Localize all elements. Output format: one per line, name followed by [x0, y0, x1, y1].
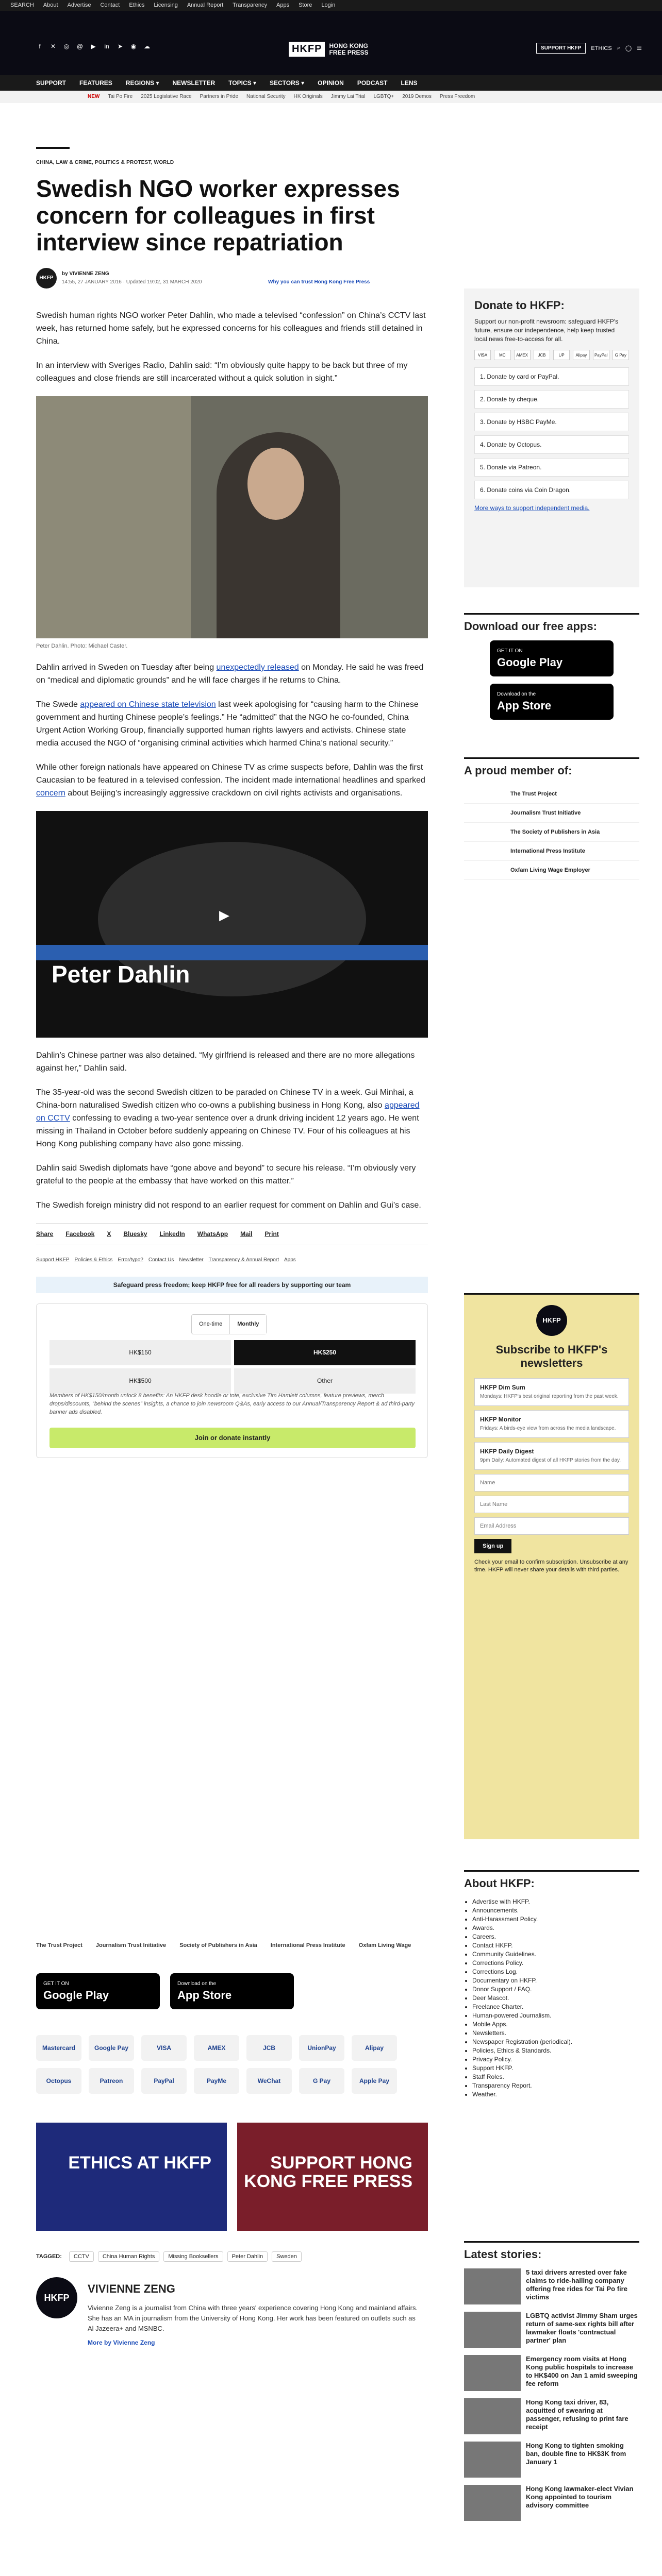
latest-sidebar — [464, 2241, 639, 2528]
more-by-author-link[interactable]: More by Vivienne Zeng — [88, 2339, 155, 2346]
share-bar — [36, 1223, 428, 1245]
card-icon: AMEX — [514, 350, 531, 360]
topbar-link[interactable]: Transparency — [233, 2, 267, 8]
payment-logo: G Pay — [299, 2068, 344, 2094]
rss-icon[interactable]: ◉ — [130, 43, 137, 50]
nav-item[interactable]: TOPICS ▾ — [228, 79, 256, 87]
tag-chip[interactable]: Missing Booksellers — [163, 2251, 223, 2262]
payment-logo: JCB — [246, 2035, 292, 2061]
amount-option[interactable]: Other — [234, 1368, 416, 1394]
footer-link[interactable]: Apps — [284, 1257, 296, 1263]
article-body — [36, 309, 428, 1458]
menu-icon[interactable]: ☰ — [637, 45, 642, 52]
paragraph: The 35-year-old was the second Swedish citizen to be paraded on Chinese TV in a week. Gui Minhai, a China-born naturalised Swedish citizen who co-owns a publishing business in Hong Kong, also appeared on CCTV confessing to evading a two-year sentence over a drunk driving incident 12 years ago. He went missing in Thailand in October before suddenly appearing on Chinese TV. Four of his colleagues at his Hong Kong publishing company have also gone missing. — [36, 1088, 420, 1148]
about-link[interactable]: • Corrections Log. — [472, 1968, 639, 1976]
about-link[interactable]: • Weather. — [472, 2090, 639, 2099]
payment-logo: VISA — [141, 2035, 187, 2061]
story-thumbnail[interactable] — [464, 2312, 521, 2348]
member-logo[interactable]: International Press Institute — [464, 842, 639, 861]
youtube-icon[interactable]: ▶ — [91, 43, 96, 50]
partner-logo[interactable]: Oxfam Living Wage — [358, 1942, 411, 1948]
inline-link[interactable]: appeared on CCTV — [36, 1101, 420, 1123]
story-thumbnail[interactable] — [464, 2355, 521, 2391]
story-headline[interactable]: Emergency room visits at Hong Kong public hospitals to increase to HK$400 on Jan 1 amid sweeping fee reform — [526, 2355, 638, 2387]
paragraph: The Swede appeared on Chinese state television last week apologising for “causing harm to the Chinese government and hurting Chinese people’s feelings.” He “admitted” that the NGO he co-founded, China Urgent Action Working Group, financially supported human rights lawyers and activists. Chinese state media accused the NGO of “organising criminal activities which harmed China’s national security.” — [36, 700, 419, 748]
donate-option[interactable]: 3. Donate by HSBC PayMe. — [474, 413, 629, 431]
member-logo[interactable]: Oxfam Living Wage Employer — [464, 861, 639, 880]
topbar-link[interactable]: Login — [321, 2, 336, 8]
about-link[interactable]: • Documentary on HKFP. — [472, 1976, 639, 1985]
topbar-link[interactable]: Apps — [276, 2, 290, 8]
paragraph: Dahlin said Swedish diplomats have “gone above and beyond” to secure his release. “I’m obviously very grateful to the people at the embassy that have worked on this matter.” — [36, 1164, 416, 1185]
topbar-link[interactable]: SEARCH — [10, 2, 34, 8]
logo-mark: HKFP — [289, 42, 325, 57]
nav-item[interactable]: SUPPORT — [36, 79, 67, 87]
story-thumbnail[interactable] — [464, 2485, 521, 2521]
newsletter-note: Check your email to confirm subscription. Unsubscribe at any time. HKFP will never share your details with third parties. — [474, 1559, 628, 1573]
payment-logo: PayPal — [141, 2068, 187, 2094]
donate-banner[interactable]: Safeguard press freedom; keep HKFP free for all readers by supporting our team — [36, 1277, 428, 1293]
payment-logo: AMEX — [194, 2035, 239, 2061]
about-link[interactable]: • Human-powered Journalism. — [472, 2011, 639, 2020]
nav-item[interactable]: LENS — [401, 79, 418, 87]
share-link[interactable]: LinkedIn — [159, 1230, 185, 1238]
social-links — [36, 43, 151, 50]
donate-option[interactable]: 5. Donate via Patreon. — [474, 458, 629, 477]
story-headline[interactable]: LGBTQ activist Jimmy Sham urges return of same-sex rights bill after lawmaker floats 'contractual partner' plan — [526, 2312, 638, 2344]
partner-logo[interactable]: The Trust Project — [36, 1942, 82, 1948]
logo-text: HONG KONG FREE PRESS — [329, 42, 369, 56]
footer-link[interactable]: Policies & Ethics — [74, 1257, 113, 1263]
newsletter-desc: Fridays: A birds-eye view from across the media landscape. — [480, 1426, 616, 1431]
story-headline[interactable]: Hong Kong taxi driver, 83, acquitted of swearing at passenger, refusing to print fare receipt — [526, 2398, 628, 2431]
newsletter-name: HKFP Monitor — [480, 1416, 521, 1423]
about-link[interactable]: • Staff Roles. — [472, 2073, 639, 2081]
paragraph: Dahlin’s Chinese partner was also detained. “My girlfriend is released and there are no more allegations against her,” Dahlin said. — [36, 1051, 415, 1073]
story-item[interactable] — [464, 2312, 639, 2348]
facebook-icon[interactable]: f — [39, 43, 41, 50]
card-icon: JCB — [534, 350, 550, 360]
inline-link[interactable]: appeared on Chinese state television — [80, 700, 216, 709]
author-name[interactable]: VIVIENNE ZENG — [88, 2282, 175, 2295]
app-store-badge[interactable]: Download on the App Store — [170, 1973, 294, 2009]
topbar-link[interactable]: Contact — [100, 2, 120, 8]
story-headline[interactable]: Hong Kong to tighten smoking ban, double fine to HK$3K from January 1 — [526, 2442, 626, 2466]
share-link[interactable]: WhatsApp — [197, 1230, 228, 1238]
main-nav-items — [36, 79, 418, 87]
member-logo[interactable]: The Society of Publishers in Asia — [464, 823, 639, 842]
article-photo — [36, 396, 428, 638]
nav-item[interactable]: PODCAST — [357, 79, 388, 87]
payment-logo: Patreon — [89, 2068, 134, 2094]
member-logo[interactable]: The Trust Project — [464, 785, 639, 804]
newsletter-form — [474, 1474, 629, 1535]
about-link[interactable]: • Corrections Policy. — [472, 1959, 639, 1968]
promo-videos — [36, 2123, 428, 2231]
ethics-link[interactable]: ETHICS — [591, 45, 612, 52]
article-categories[interactable]: CHINA, LAW & CRIME, POLITICS & PROTEST, WORLD — [36, 160, 174, 165]
inline-link[interactable]: concern — [36, 789, 65, 798]
topbar-link[interactable]: About — [43, 2, 58, 8]
share-link[interactable]: Bluesky — [123, 1230, 147, 1238]
app-store-badge[interactable]: Download on the App Store — [490, 684, 614, 720]
instagram-icon[interactable]: ◎ — [63, 43, 70, 50]
newsletter-options — [474, 1378, 629, 1470]
inline-link[interactable]: unexpectedly released — [216, 663, 299, 672]
topbar-link[interactable]: Licensing — [154, 2, 178, 8]
newsletter-heading: Subscribe to HKFP's newsletters — [495, 1343, 608, 1369]
nav-item[interactable]: OPINION — [318, 79, 344, 87]
author-bio: Vivienne Zeng is a journalist from China with three years' experience covering Hong Kong and mainland affairs. She has an MA in journalism from the University of Hong Kong. Her work has been featured on outlets such as Al Jazeera+ and MSNBC. — [88, 2304, 418, 2332]
story-thumbnail[interactable] — [464, 2442, 521, 2478]
story-item[interactable] — [464, 2485, 639, 2521]
donate-heading: Donate to HKFP: — [474, 299, 565, 312]
user-icon[interactable]: ◯ — [625, 45, 632, 52]
about-link[interactable]: • Donor Support / FAQ. — [472, 1985, 639, 1994]
nav-item[interactable]: SECTORS ▾ — [269, 79, 305, 87]
payment-logo: Alipay — [352, 2035, 397, 2061]
ethics-video[interactable]: ETHICS AT HKFP — [36, 2123, 227, 2231]
card-icon: PayPal — [593, 350, 609, 360]
about-link[interactable]: • Mobile Apps. — [472, 2020, 639, 2029]
trending-link[interactable]: HK Originals — [293, 94, 323, 99]
join-donate-button[interactable]: Join or donate instantly — [49, 1428, 416, 1448]
payment-logo: Google Pay — [89, 2035, 134, 2061]
topbar-link[interactable]: Advertise — [67, 2, 91, 8]
tag-chip[interactable]: China Human Rights — [98, 2251, 160, 2262]
newsletter-checkbox[interactable] — [474, 1378, 629, 1406]
amount-option[interactable]: HK$500 — [49, 1368, 231, 1394]
title-rule — [36, 147, 70, 149]
newsletter-name: HKFP Dim Sum — [480, 1384, 525, 1391]
google-play-badge[interactable]: GET IT ON Google Play — [36, 1973, 160, 2009]
trending-link[interactable]: Jimmy Lai Trial — [330, 94, 366, 99]
main-nav — [0, 75, 662, 91]
member-benefits: Members of HK$150/month unlock 8 benefits: An HKFP desk hoodie or tote, exclusive Tim Hamlett columns, feature previews, merch drops/discounts, “behind the scenes” insights, a chance to join newsroom Q&As, early access to our Annual/Transparency Report & ad third-party banner ads disabled. — [49, 1393, 415, 1415]
share-link[interactable]: Share — [36, 1230, 54, 1238]
donate-options — [474, 367, 629, 499]
site-header — [0, 11, 662, 75]
newsletter-desc: 9pm Daily: Automated digest of all HKFP stories from the day. — [480, 1458, 621, 1463]
latest-stories — [464, 2268, 639, 2521]
card-icon: VISA — [474, 350, 491, 360]
about-link[interactable]: • Privacy Policy. — [472, 2055, 639, 2064]
donate-widget — [36, 1303, 428, 1458]
newsletter-field[interactable]: Email Address — [474, 1517, 629, 1535]
story-item[interactable] — [464, 2268, 639, 2304]
payment-logo: Mastercard — [36, 2035, 81, 2061]
trending-link[interactable]: Partners in Pride — [200, 94, 239, 99]
trending-link[interactable]: National Security — [246, 94, 286, 99]
about-links — [464, 1897, 639, 2099]
footer-link[interactable]: Error/typo? — [118, 1257, 143, 1263]
story-item[interactable] — [464, 2398, 639, 2434]
footer-link[interactable]: Transparency & Annual Report — [208, 1257, 279, 1263]
nav-item[interactable]: FEATURES — [79, 79, 112, 87]
trending-link[interactable]: Tai Po Fire — [108, 94, 133, 99]
about-link[interactable]: • Contact HKFP. — [472, 1941, 639, 1950]
trending-link[interactable]: 2025 Legislative Race — [141, 94, 192, 99]
google-play-badge[interactable]: GET IT ON Google Play — [490, 640, 614, 676]
latest-heading: Latest stories: — [464, 2241, 639, 2261]
story-thumbnail[interactable] — [464, 2268, 521, 2304]
topbar-link[interactable]: Store — [299, 2, 312, 8]
paragraph: Dahlin arrived in Sweden on Tuesday after being unexpectedly released on Monday. He said he was freed on “medical and diplomatic grounds” and he will face charges if he returns to China. — [36, 663, 424, 685]
about-heading: About HKFP: — [464, 1870, 639, 1890]
card-icon: Alipay — [573, 350, 589, 360]
play-icon[interactable]: ▶ — [219, 907, 229, 923]
about-link[interactable]: • Anti-Harassment Policy. — [472, 1915, 639, 1924]
card-icon: MC — [494, 350, 510, 360]
partner-logo[interactable]: Journalism Trust Initiative — [95, 1942, 167, 1948]
site-logo[interactable] — [289, 42, 386, 57]
story-item[interactable] — [464, 2442, 639, 2478]
donate-option[interactable]: 2. Donate by cheque. — [474, 390, 629, 409]
about-link[interactable]: • Deer Mascot. — [472, 1994, 639, 2003]
footer-link[interactable]: Newsletter — [179, 1257, 204, 1263]
trending-link[interactable]: LGBTQ+ — [373, 94, 394, 99]
byline — [36, 268, 428, 291]
trending-link[interactable]: 2019 Demos — [402, 94, 432, 99]
paragraph: The Swedish foreign ministry did not respond to an earlier request for comment on Dahlin and Gui’s case. — [36, 1201, 421, 1210]
tag-chip[interactable]: CCTV — [69, 2251, 94, 2262]
nav-item[interactable]: NEWSLETTER — [172, 79, 216, 87]
share-link[interactable]: Facebook — [65, 1230, 95, 1238]
tagged-label: TAGGED: — [36, 2253, 62, 2260]
newsletter-field[interactable]: Last Name — [474, 1496, 629, 1513]
newsletter-sidebar — [464, 1293, 639, 1839]
story-headline[interactable]: 5 taxi drivers arrested over fake claims to ride-hailing company offering free rides for Tai Po fire victims — [526, 2268, 627, 2301]
partner-logo[interactable]: Society of Publishers in Asia — [179, 1942, 257, 1948]
newsletter-desc: Mondays: HKFP's best original reporting from the past week. — [480, 1394, 619, 1399]
author-avatar[interactable]: HKFP — [36, 268, 57, 289]
support-video[interactable]: SUPPORT HONG KONG FREE PRESS — [237, 2123, 428, 2231]
donate-option[interactable]: 6. Donate coins via Coin Dragon. — [474, 481, 629, 499]
share-link[interactable]: X — [107, 1230, 111, 1238]
tag-chip[interactable]: Peter Dahlin — [227, 2251, 268, 2262]
payment-logo: WeChat — [246, 2068, 292, 2094]
one-time-tab[interactable]: One-time — [199, 1321, 223, 1327]
newsletter-checkbox[interactable] — [474, 1410, 629, 1438]
story-headline[interactable]: Hong Kong lawmaker-elect Vivian Kong appointed to tourism advisory committee — [526, 2485, 634, 2509]
donate-option[interactable]: 1. Donate by card or PayPal. — [474, 367, 629, 386]
amount-options — [49, 1340, 416, 1394]
member-list — [464, 785, 639, 880]
payment-methods — [36, 2035, 428, 2094]
story-thumbnail[interactable] — [464, 2398, 521, 2434]
about-link[interactable]: • Announcements. — [472, 1906, 639, 1915]
top-utility-bar — [0, 0, 662, 11]
topbar-links — [10, 2, 335, 8]
photo-caption: Peter Dahlin. Photo: Michael Caster. — [36, 643, 128, 649]
bluesky-icon[interactable]: ☁ — [144, 43, 150, 50]
member-logos-row — [36, 1942, 411, 1948]
payment-logo: UnionPay — [299, 2035, 344, 2061]
about-link[interactable]: • Newsletters. — [472, 2029, 639, 2038]
apps-heading: Download our free apps: — [464, 613, 639, 633]
newsletter-checkbox[interactable] — [474, 1442, 629, 1470]
amount-option-selected[interactable]: HK$250 — [234, 1340, 416, 1365]
header-actions — [536, 43, 642, 54]
member-heading: A proud member of: — [464, 757, 639, 777]
new-badge: NEW — [88, 94, 100, 99]
video-title: Peter Dahlin — [52, 961, 190, 988]
about-link[interactable]: • Community Guidelines. — [472, 1950, 639, 1959]
donate-option[interactable]: 4. Donate by Octopus. — [474, 435, 629, 454]
article-footer-links — [36, 1253, 428, 1266]
paragraph: While other foreign nationals have appeared on Chinese TV as crime suspects before, Dahlin was the first Caucasian to be featured in a televised confession. The incident made international headlines and sparked concern about Beijing’s increasingly aggressive crackdown on civil rights activists and organisations. — [36, 763, 425, 798]
trending-link[interactable]: Press Freedom — [439, 94, 475, 99]
footer-link[interactable]: Support HKFP — [36, 1257, 70, 1263]
newsletter-field[interactable]: Name — [474, 1474, 629, 1492]
topbar-link[interactable]: Annual Report — [187, 2, 224, 8]
author-avatar-large[interactable]: HKFP — [36, 2277, 77, 2318]
amount-option[interactable]: HK$150 — [49, 1340, 231, 1365]
article-dates: 14:55, 27 JANUARY 2016 · Updated 19:02, 31 MARCH 2020 — [62, 279, 202, 285]
about-link[interactable]: • Freelance Charter. — [472, 2003, 639, 2011]
paragraph: Swedish human rights NGO worker Peter Dahlin, who made a televised “confession” on China’s CCTV last week, has returned home safely, but he expressed concerns for his colleagues and friends still detained in China. — [36, 311, 426, 346]
monthly-tab[interactable]: Monthly — [229, 1315, 266, 1334]
signup-button[interactable]: Sign up — [474, 1539, 511, 1553]
x-icon[interactable]: ✕ — [50, 43, 56, 50]
about-link[interactable]: • Newspaper Registration (periodical). — [472, 2038, 639, 2046]
payment-logo: Octopus — [36, 2068, 81, 2094]
trending-items — [88, 94, 475, 99]
topbar-link[interactable]: Ethics — [129, 2, 145, 8]
card-icon: UP — [553, 350, 570, 360]
footer-link[interactable]: Contact Us — [148, 1257, 174, 1263]
tags-row — [36, 2251, 302, 2262]
member-logo[interactable]: Journalism Trust Initiative — [464, 804, 639, 823]
nav-item[interactable]: REGIONS ▾ — [125, 79, 159, 87]
payment-logo: Apple Pay — [352, 2068, 397, 2094]
share-link[interactable]: Mail — [240, 1230, 253, 1238]
apps-sidebar — [464, 613, 639, 727]
story-item[interactable] — [464, 2355, 639, 2391]
partner-logo[interactable]: International Press Institute — [270, 1942, 345, 1948]
threads-icon[interactable]: @ — [76, 43, 84, 50]
support-hkfp-button[interactable]: SUPPORT HKFP — [536, 43, 586, 54]
about-link[interactable]: • Advertise with HKFP. — [472, 1897, 639, 1906]
card-icon: G Pay — [613, 350, 629, 360]
share-link[interactable]: Print — [264, 1230, 279, 1238]
member-sidebar — [464, 757, 639, 880]
telegram-icon[interactable]: ➤ — [117, 43, 123, 50]
card-icons — [474, 350, 629, 360]
article-title: Swedish NGO worker expresses concern for colleagues in first interview since repatriation — [36, 175, 400, 256]
newsletter-logo: HKFP — [536, 1305, 567, 1336]
tag-chip[interactable]: Sweden — [272, 2251, 302, 2262]
app-store-row — [36, 1973, 294, 2009]
donate-text: Support our non-profit newsroom: safeguard HKFP's future, ensure our independence, help keep trusted local news free-to-access for all. — [474, 318, 619, 343]
video-embed[interactable] — [36, 811, 428, 1038]
frequency-toggle — [191, 1314, 267, 1334]
linkedin-icon[interactable]: in — [104, 43, 109, 50]
about-link[interactable]: • Support HKFP. — [472, 2064, 639, 2073]
about-link[interactable]: • Policies, Ethics & Standards. — [472, 2046, 639, 2055]
paragraph: In an interview with Sveriges Radio, Dahlin said: “I’m obviously quite happy to be back but three of my colleagues and close friends are still incarcerated without a quick solution in sight.” — [36, 361, 408, 383]
about-link[interactable]: • Careers. — [472, 1933, 639, 1941]
trending-nav — [0, 91, 662, 103]
search-icon[interactable]: ⌕ — [617, 45, 620, 51]
byline-author[interactable]: by VIVIENNE ZENG — [62, 271, 109, 277]
about-link[interactable]: • Awards. — [472, 1924, 639, 1933]
about-link[interactable]: • Transparency Report. — [472, 2081, 639, 2090]
trust-link[interactable]: Why you can trust Hong Kong Free Press — [268, 279, 370, 285]
newsletter-name: HKFP Daily Digest — [480, 1448, 534, 1455]
donate-sidebar — [464, 289, 639, 587]
about-sidebar — [464, 1870, 639, 2099]
more-ways-link[interactable]: More ways to support independent media. — [474, 504, 590, 512]
payment-logo: PayMe — [194, 2068, 239, 2094]
